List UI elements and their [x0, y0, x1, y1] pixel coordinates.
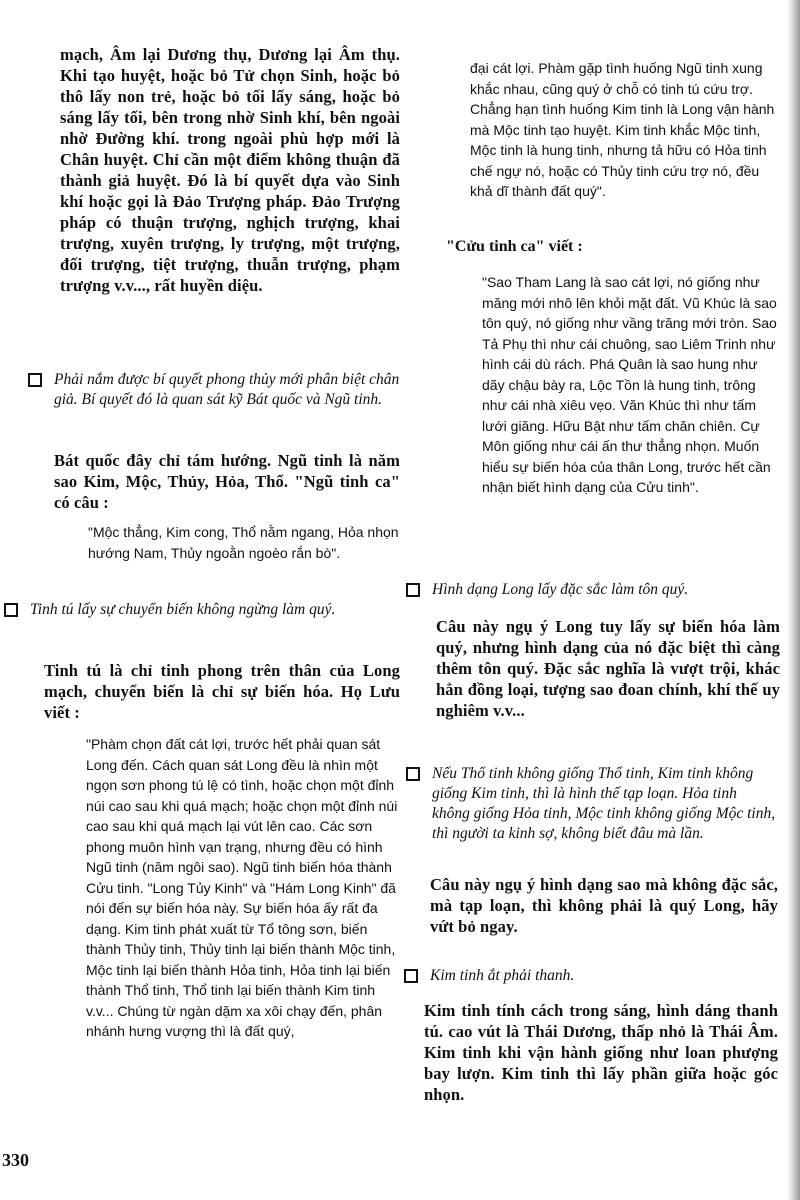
quote-ho-luu-continued: đại cát lợi. Phàm gặp tình huống Ngũ tinh xung khắc nhau, cũng quý ở chỗ có tinh tú cứu trợ. Chẳng hạn tình huống Kim tinh là Long vận hành mà Mộc tinh tạo huyệt. Kim tinh khắc Mộc tinh, Mộc tinh là hung tinh, nhưng tả hữu có Hỏa tinh chế ngự nó, hoặc có Thủy tinh cứu trợ nó, đều khả dĩ thành đất quý". — [470, 60, 775, 199]
page-number: 330 — [2, 1150, 29, 1170]
heading-hinh-dang-long-text: Hình dạng Long lấy đặc sắc làm tôn quý. — [432, 581, 689, 598]
heading-tinh-tu-text: Tinh tú lấy sự chuyển biến không ngừng làm quý. — [30, 601, 336, 618]
quote-cuu-tinh-ca: "Sao Tham Lang là sao cát lợi, nó giống như măng mới nhô lên khỏi mặt đất. Vũ Khúc là sao tôn quý, nó giống như vầng trăng mới tròn. Sao Tả Phụ thì như cái chuông, sao Liêm Trinh như hình cái dù rách. Phá Quân là sao hung như dãy chậu bày ra, Lộc Tồn là hung tinh, trông như cái nhà xiêu vẹo. Văn Khúc thì như tấm lưới giăng. Hữu Bật như tấm chăn chiên. Cự Môn giống như cái ấn thư thẳng nhọn. Muốn hiểu sự biến hóa của thân Long, trước hết cần nhận biết hình dạng của Cửu tinh". — [482, 274, 777, 495]
paragraph-tinh-tu: Tinh tú là chỉ tinh phong trên thân của Long mạch, chuyển biến là chỉ sự biến hóa. Họ Lưu viết : — [44, 661, 400, 722]
paragraph-bat-quoc: Bát quốc đây chỉ tám hướng. Ngũ tinh là năm sao Kim, Mộc, Thủy, Hỏa, Thổ. "Ngũ tinh ca" có câu : — [54, 451, 400, 512]
checkbox-bullet-icon — [406, 767, 420, 781]
page-edge-shadow — [787, 0, 800, 1200]
heading-kim-tinh — [430, 966, 770, 986]
heading-tho-tinh-text: Nếu Thổ tinh không giống Thổ tinh, Kim tinh không giống Kim tinh, thì là hình thế tạp loạn. Hỏa tinh không giống Hỏa tinh, Mộc tinh không giống Mộc tinh, thì người ta kinh sợ, không biết đâu mà lần. — [432, 765, 776, 842]
heading-tho-tinh — [432, 764, 776, 844]
paragraph-kim-tinh: Kim tinh tính cách trong sáng, hình dáng thanh tú. cao vút là Thái Dương, thấp nhỏ là Thái Âm. Kim tinh khi vận hành giống như loan phượng bay lượn. Kim tinh thì lấy phần giữa hoặc góc nhọn. — [424, 1001, 778, 1104]
heading-kim-tinh-text: Kim tinh ắt phải thanh. — [430, 967, 575, 984]
quote-ho-luu: "Phàm chọn đất cát lợi, trước hết phải quan sát Long đến. Cách quan sát Long đều là nhìn một ngọn sơn phong tú lệ có tình, hoặc chọn một đỉnh núi cao sau khi quá mạch; hoặc chọn một đỉnh núi cao sau khi quá mạch lại vút lên cao. Các sơn phong muôn hình vạn trạng, nhưng đều có hình Ngũ tinh (năm ngôi sao). Ngũ tinh biến hóa thành Cửu tinh. "Long Tủy Kinh" và "Hám Long Kinh" đã nói đến sự biến hóa này. Sự biến hóa ấy rất đa dạng. Kim tinh phát xuất từ Tổ tông sơn, biến thành Thủy tinh, Thủy tinh lại biến thành Mộc tinh, Mộc tinh lại biến thành Hỏa tinh, Hỏa tinh lại biến thành Thổ tinh, Thổ tinh lại biến thành Kim tinh v.v... Chúng từ ngàn dặm xa xôi chạy đến, phân nhánh hưng vượng thì là đất quý, — [86, 736, 398, 1039]
paragraph-tap-loan: Câu này ngụ ý hình dạng sao mà không đặc sắc, mà tạp loạn, thì không phải là quý Long, hãy vứt bỏ ngay. — [430, 875, 778, 936]
checkbox-bullet-icon — [406, 583, 420, 597]
paragraph-dao-truong-phap: mạch, Âm lại Dương thụ, Dương lại Âm thụ. Khi tạo huyệt, hoặc bỏ Tử chọn Sinh, hoặc bỏ thô lấy non trẻ, hoặc bỏ tối lấy sáng, hoặc bỏ sáng lấy tối, bên trong nhờ Sinh khí, bên ngoài nhờ Đường khí. trong ngoài phù hợp mới là Chân huyệt. Chỉ cần một điểm không thuận đã thành giả huyệt. Đó là bí quyết dựa vào Sinh khí hoặc gọi là Đảo Trượng pháp. Đảo Trượng pháp có thuận trượng, nghịch trượng, khai trượng, xuyên trượng, ly trượng, một trượng, đối trượng, tiệt trượng, thuẫn trượng, phạm trượng v.v..., rất huyền diệu. — [60, 45, 400, 295]
heading-hinh-dang-long — [432, 580, 778, 600]
checkbox-bullet-icon — [4, 603, 18, 617]
quote-ngu-tinh-ca: "Mộc thẳng, Kim cong, Thổ nằm ngang, Hỏa nhọn hướng Nam, Thủy ngoằn ngoèo rắn bò". — [88, 524, 399, 561]
heading-bi-quyet — [54, 370, 404, 410]
checkbox-bullet-icon — [28, 373, 42, 387]
paragraph-dac-sac: Câu này ngụ ý Long tuy lấy sự biến hóa làm quý, nhưng hình dạng của nó đặc biệt thì càng thêm tôn quý. Đặc sắc nghĩa là vượt trội, khác hẳn đồng loại, tượng sao đoan chính, khí thế uy nghiêm v.v... — [436, 617, 780, 720]
heading-bi-quyet-text: Phải nắm được bí quyết phong thủy mới phân biệt chân giả. Bí quyết đó là quan sát kỹ Bát quốc và Ngũ tinh. — [54, 371, 400, 408]
subheading-cuu-tinh-ca: "Cửu tinh ca" viết : — [446, 238, 583, 255]
checkbox-bullet-icon — [404, 969, 418, 983]
heading-tinh-tu — [30, 600, 400, 620]
